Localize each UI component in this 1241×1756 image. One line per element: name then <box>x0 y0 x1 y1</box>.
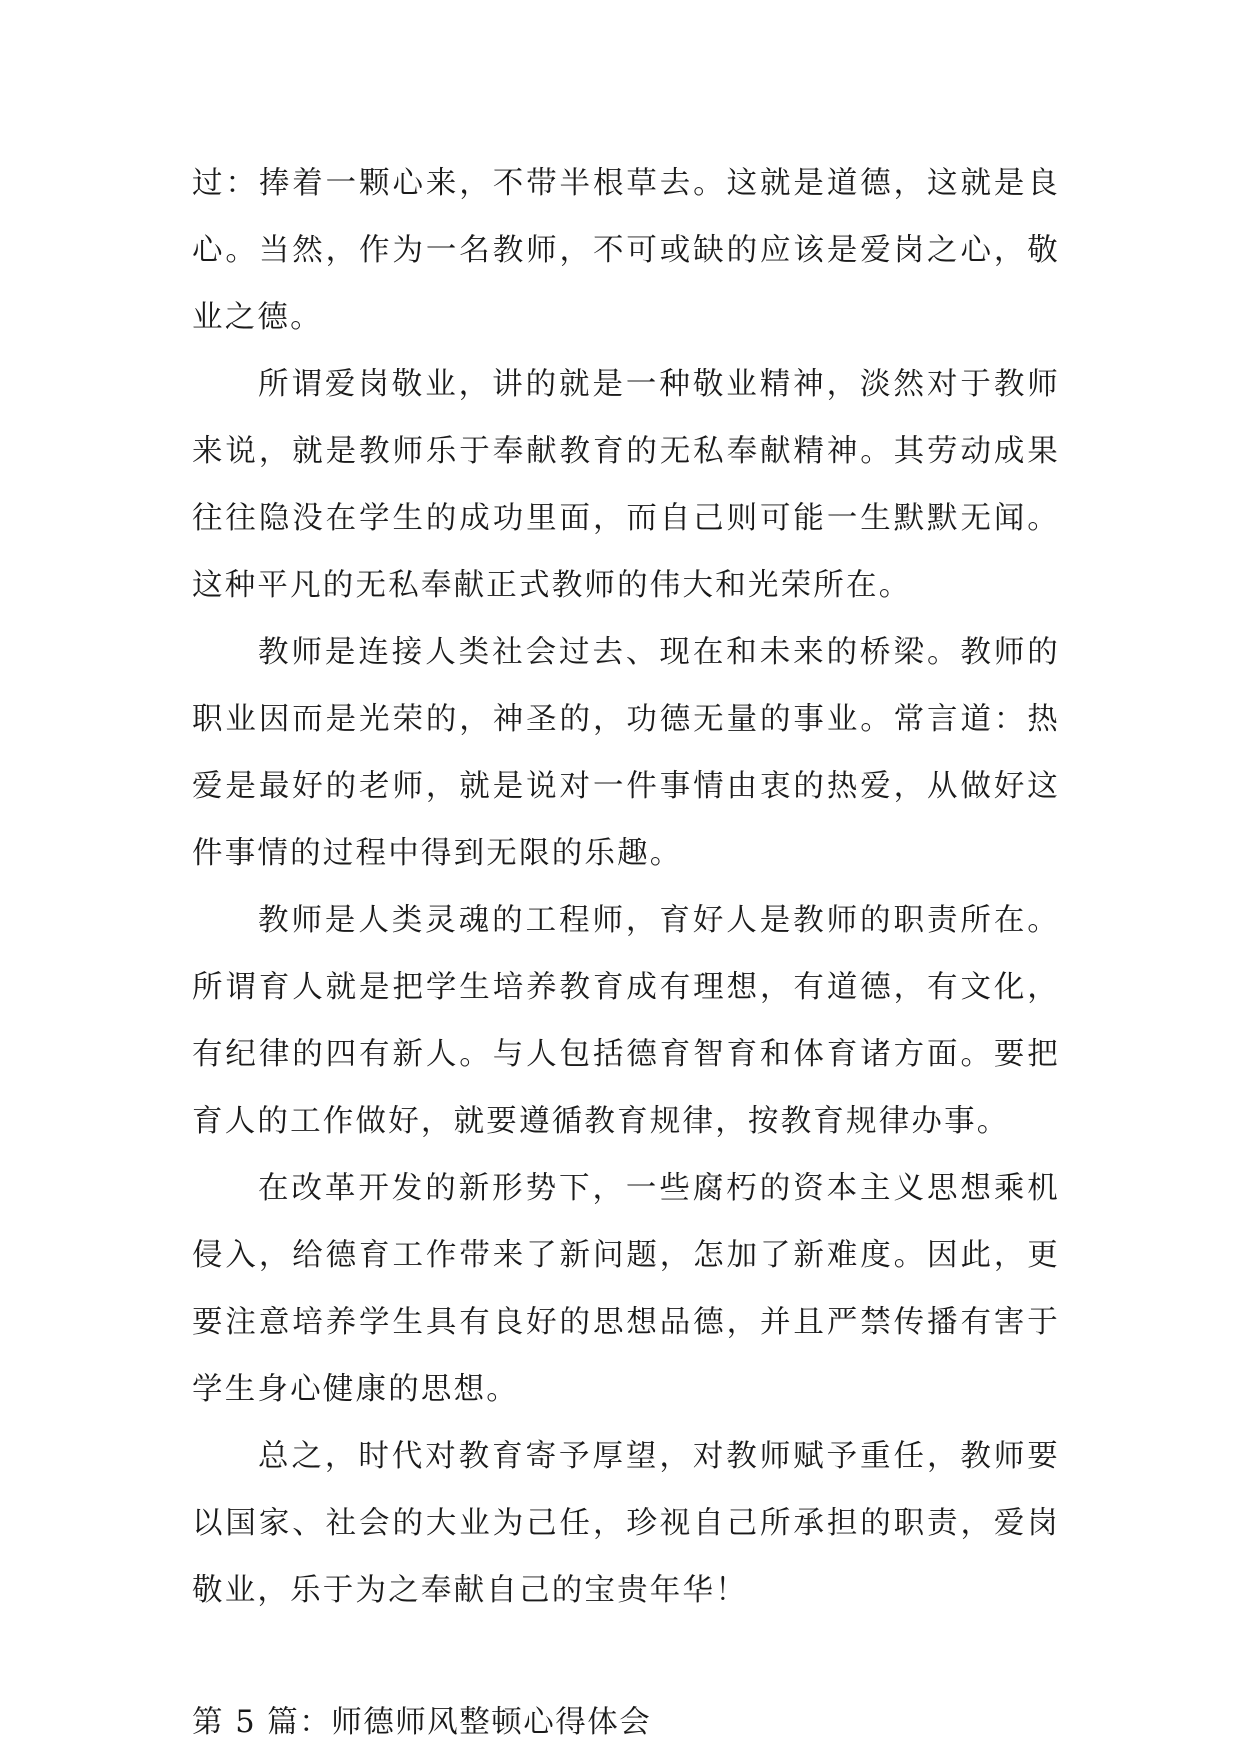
paragraph-soul-engineer: 教师是人类灵魂的工程师，育好人是教师的职责所在。所谓育人就是把学生培养教育成有理想，有道德，有文化，有纪律的四有新人。与人包括德育智育和体育诸方面。要把育人的工作做好，就要遵循教育规律，按教育规律办事。 <box>192 903 1060 1139</box>
paragraph-reform: 在改革开发的新形势下，一些腐朽的资本主义思想乘机侵入，给德育工作带来了新问题，怎加了新难度。因此，更要注意培养学生具有良好的思想品德，并且严禁传播有害于学生身心健康的思想。 <box>192 1171 1060 1407</box>
paragraph-dedication: 所谓爱岗敬业，讲的就是一种敬业精神，淡然对于教师来说，就是教师乐于奉献教育的无私奉献精神。其劳动成果往往隐没在学生的成功里面，而自己则可能一生默默无闻。这种平凡的无私奉献正式教师的伟大和光荣所在。 <box>192 367 1060 603</box>
paragraph-conclusion: 总之，时代对教育寄予厚望，对教师赋予重任，教师要以国家、社会的大业为己任，珍视自己所承担的职责，爱岗敬业，乐于为之奉献自己的宝贵年华！ <box>192 1439 1060 1608</box>
section-heading: 第 5 篇：师德师风整顿心得体会 <box>192 1705 652 1740</box>
paragraph-bridge: 教师是连接人类社会过去、现在和未来的桥梁。教师的职业因而是光荣的，神圣的，功德无量的事业。常言道：热爱是最好的老师，就是说对一件事情由衷的热爱，从做好这件事情的过程中得到无限的乐趣。 <box>192 635 1060 871</box>
document-body <box>192 150 1060 1756</box>
paragraph-continuation: 过：捧着一颗心来，不带半根草去。这就是道德，这就是良心。当然，作为一名教师，不可或缺的应该是爱岗之心，敬业之德。 <box>192 166 1060 335</box>
